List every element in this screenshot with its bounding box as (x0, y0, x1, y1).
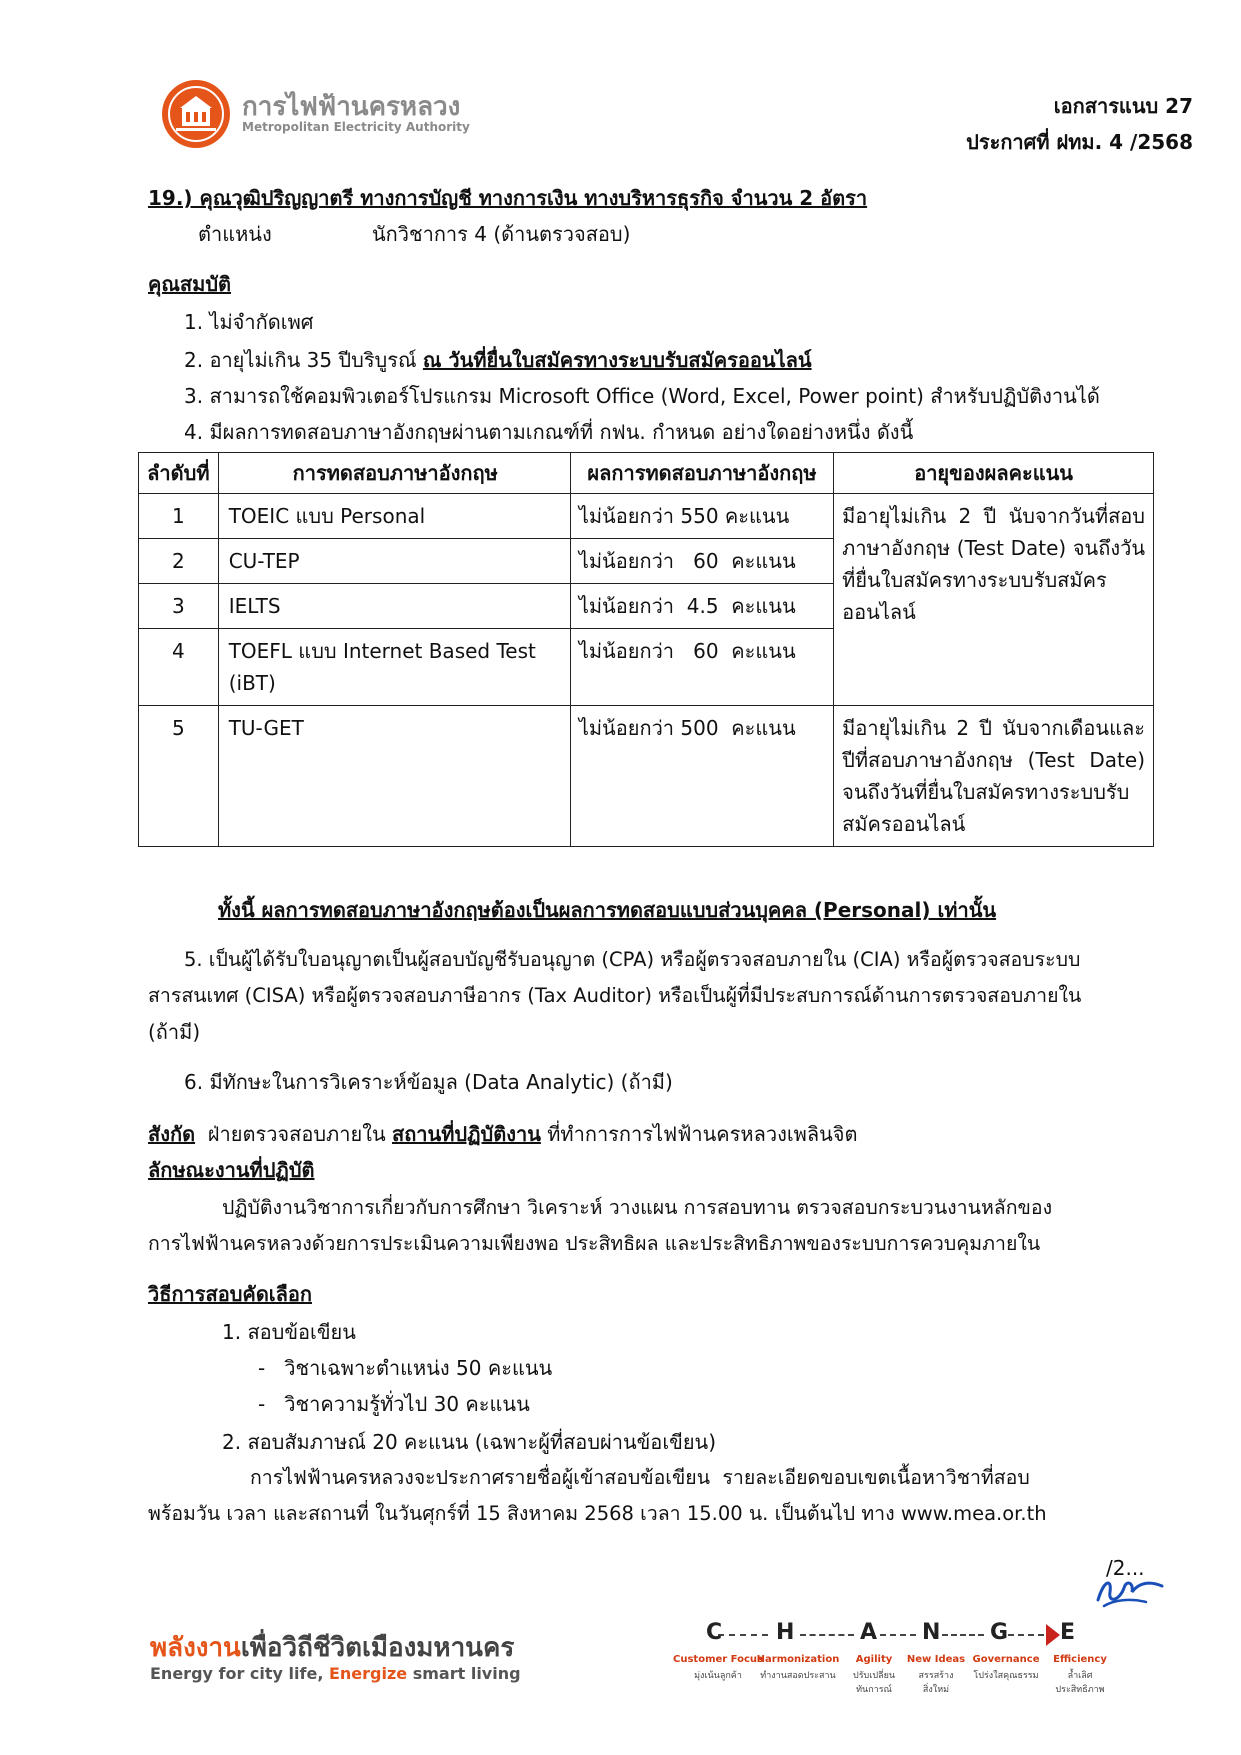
org-name-th: การไฟฟ้านครหลวง (242, 92, 461, 122)
selection-subitem: - วิชาความรู้ทั่วไป 30 คะแนน (258, 1392, 530, 1416)
duties-text: ปฏิบัติงานวิชาการเกี่ยวกับการศึกษา วิเคราะห์ วางแผน การสอบทาน ตรวจสอบกระบวนงานหลักของ (222, 1196, 1053, 1219)
duties-heading: ลักษณะงานที่ปฏิบัติ (148, 1158, 315, 1182)
selection-heading: วิธีการสอบคัดเลือก (148, 1282, 313, 1306)
affiliation-line (148, 1120, 858, 1148)
row-number: 2 (139, 539, 219, 584)
test-name: IELTS (218, 584, 570, 629)
test-score: ไม่น้อยกว่า 60 คะแนน (570, 629, 833, 706)
qualification-item: 5. เป็นผู้ได้รับใบอนุญาตเป็นผู้สอบบัญชีรับอนุญาต (CPA) หรือผู้ตรวจสอบภายใน (CIA) หรือผู้ตรวจสอบระบบ (184, 948, 1081, 971)
slogan-en-part: smart living (407, 1664, 521, 1683)
test-score: ไม่น้อยกว่า 4.5 คะแนน (570, 584, 833, 629)
slogan-th-highlight: พลังงาน (150, 1633, 241, 1663)
qualification-item: 1. ไม่จำกัดเพศ (184, 310, 314, 334)
qualification-item: 3. สามารถใช้คอมพิวเตอร์โปรแกรม Microsoft Office (Word, Excel, Power point) สำหรับปฏิบัติงานได้ (184, 384, 1100, 408)
announcement-text: พร้อมวัน เวลา และสถานที่ ในวันศุกร์ที่ 15 สิงหาคม 2568 เวลา 15.00 น. เป็นต้นไป ทาง www.mea.or.th (148, 1502, 1047, 1525)
change-value-name: Agility (855, 1654, 893, 1665)
change-value-sub: ทำงานสอดประสาน (760, 1671, 836, 1681)
change-letter: G (990, 1620, 1009, 1645)
slogan-en-highlight: Energize (328, 1664, 408, 1683)
column-header: อายุของผลคะแนน (834, 453, 1154, 494)
change-value-sub: ล้ำเลิศประสิทธิภาพ (1055, 1671, 1105, 1695)
slogan-en-part: Energy for city life, (150, 1664, 329, 1683)
change-value-name: Customer Focus (673, 1654, 763, 1665)
qualification-item-emphasis: ณ วันที่ยื่นใบสมัครทางระบบรับสมัครออนไลน์ (422, 348, 812, 372)
score-validity-text: มีอายุไม่เกิน 2 ปี นับจากวันที่สอบภาษาอังกฤษ (Test Date) จนถึงวันที่ยื่นใบสมัครทางระบบรับสมัครออนไลน์ (842, 504, 1145, 624)
position-label: ตำแหน่ง (198, 222, 272, 246)
table-row (139, 706, 1154, 847)
affiliation-value: ฝ่ายตรวจสอบภายใน (195, 1122, 392, 1146)
score-validity (834, 494, 1154, 706)
change-letter: A (860, 1620, 878, 1645)
selection-item: 1. สอบข้อเขียน (222, 1320, 356, 1344)
announcement-number: ประกาศที่ ฝทม. 4 /2568 (966, 130, 1193, 154)
qualification-item (184, 346, 812, 374)
org-name-en: Metropolitan Electricity Authority (242, 120, 470, 134)
row-number: 4 (139, 629, 219, 706)
change-value-name: Governance (972, 1654, 1040, 1665)
test-score: ไม่น้อยกว่า 60 คะแนน (570, 539, 833, 584)
change-letter: H (776, 1620, 795, 1645)
change-letter: E (1060, 1620, 1076, 1645)
test-score: ไม่น้อยกว่า 500 คะแนน (570, 706, 833, 847)
signature-icon (1090, 1570, 1170, 1610)
change-value-name: Efficiency (1053, 1654, 1107, 1665)
test-name: TOEFL แบบ Internet Based Test (iBT) (218, 629, 570, 706)
qualification-item: 6. มีทักษะในการวิเคราะห์ข้อมูล (Data Analytic) (ถ้ามี) (184, 1070, 673, 1094)
workplace-value: ที่ทำการการไฟฟ้านครหลวงเพลินจิต (540, 1122, 858, 1146)
selection-item: 2. สอบสัมภาษณ์ 20 คะแนน (เฉพาะผู้ที่สอบผ่านข้อเขียน) (222, 1430, 717, 1454)
duties-text: การไฟฟ้านครหลวงด้วยการประเมินความเพียงพอ ประสิทธิผล และประสิทธิภาพของระบบการควบคุมภายใน (148, 1232, 1041, 1255)
workplace-label: สถานที่ปฏิบัติงาน (391, 1122, 541, 1146)
column-header: ผลการทดสอบภาษาอังกฤษ (570, 453, 833, 494)
test-score: ไม่น้อยกว่า 550 คะแนน (570, 494, 833, 539)
change-value-name: Harmonization (756, 1654, 840, 1665)
page-continuation: /2... (1106, 1556, 1145, 1580)
column-header: ลำดับที่ (139, 453, 219, 494)
qualification-item-text: 2. อายุไม่เกิน 35 ปีบริบูรณ์ (184, 348, 423, 372)
affiliation-label: สังกัด (148, 1122, 196, 1146)
table-note: ทั้งนี้ ผลการทดสอบภาษาอังกฤษต้องเป็นผลการทดสอบแบบส่วนบุคคล (Personal) เท่านั้น (218, 898, 997, 922)
row-number: 5 (139, 706, 219, 847)
selection-subitem: - วิชาเฉพาะตำแหน่ง 50 คะแนน (258, 1356, 553, 1380)
test-name: TU-GET (218, 706, 570, 847)
column-header: การทดสอบภาษาอังกฤษ (218, 453, 570, 494)
qualification-item-continued: สารสนเทศ (CISA) หรือผู้ตรวจสอบภาษีอากร (Tax Auditor) หรือเป็นผู้ที่มีประสบการณ์ด้านการตรวจสอบภายใน (148, 984, 1082, 1007)
mea-logo (160, 78, 580, 154)
qualification-item-continued: (ถ้ามี) (148, 1020, 201, 1044)
change-value-name: New Ideas (906, 1654, 966, 1665)
table-row (139, 494, 1154, 539)
change-value-sub: ปรับเปลี่ยนทันการณ์ (853, 1671, 895, 1695)
change-value-sub: สรรสร้างสิ่งใหม่ (918, 1671, 954, 1695)
change-letter: N (922, 1620, 941, 1645)
change-value-sub: มุ่งเน้นลูกค้า (694, 1671, 742, 1681)
change-value-sub: โปร่งใสคุณธรรม (973, 1671, 1039, 1681)
row-number: 1 (139, 494, 219, 539)
row-number: 3 (139, 584, 219, 629)
doc-attachment-ref: เอกสารแนบ 27 (1053, 94, 1193, 118)
section-title: 19.) คุณวุฒิปริญญาตรี ทางการบัญชี ทางการเงิน ทางบริหารธุรกิจ จำนวน 2 อัตรา (148, 186, 868, 210)
score-validity (834, 706, 1154, 847)
score-validity-text: มีอายุไม่เกิน 2 ปี นับจากเดือนและปีที่สอบภาษาอังกฤษ (Test Date) จนถึงวันที่ยื่นใบสมัครทางระบบรับสมัครออนไลน์ (842, 716, 1145, 836)
table-header-row (139, 453, 1154, 494)
announcement-text: การไฟฟ้านครหลวงจะประกาศรายชื่อผู้เข้าสอบข้อเขียน รายละเอียดขอบเขตเนื้อหาวิชาที่สอบ (250, 1466, 1030, 1489)
footer-slogan-th (150, 1627, 514, 1668)
slogan-th-rest: เพื่อวิถีชีวิตเมืองมหานคร (240, 1633, 515, 1663)
footer-slogan-en (150, 1664, 521, 1683)
test-name: CU-TEP (218, 539, 570, 584)
change-values-strip (673, 1620, 1120, 1700)
english-test-table (138, 452, 1154, 847)
change-letter: C (706, 1620, 723, 1645)
mea-emblem-icon (160, 78, 232, 150)
qualification-item: 4. มีผลการทดสอบภาษาอังกฤษผ่านตามเกณฑ์ที่ กฟน. กำหนด อย่างใดอย่างหนึ่ง ดังนี้ (184, 420, 914, 444)
position-value: นักวิชาการ 4 (ด้านตรวจสอบ) (372, 222, 631, 246)
test-name: TOEIC แบบ Personal (218, 494, 570, 539)
qualifications-heading: คุณสมบัติ (148, 272, 232, 296)
arrow-right-icon (1046, 1624, 1060, 1646)
